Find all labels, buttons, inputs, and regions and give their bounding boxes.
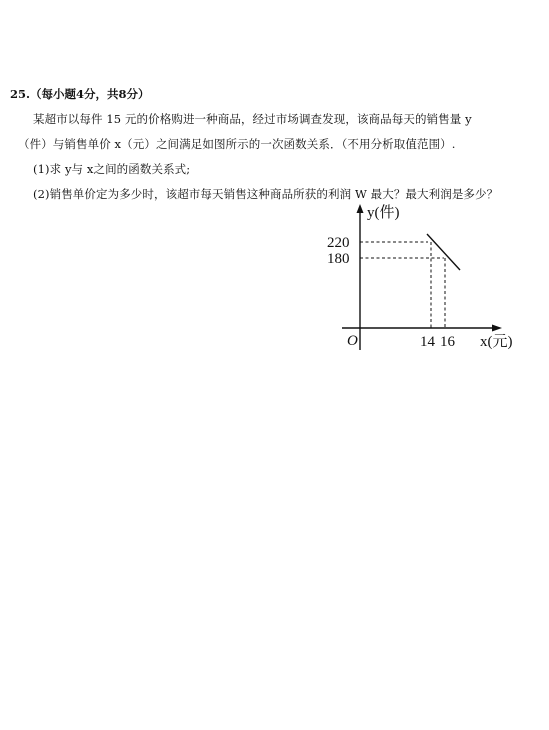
question-part-1: (1)求 y与 x之间的函数关系式; — [33, 162, 191, 176]
origin-label: O — [347, 333, 358, 349]
x-tick-label-16: 16 — [440, 334, 455, 350]
y-axis-arrow — [357, 204, 364, 213]
question-text-line-1: 某超市以每件 15 元的价格购进一种商品，经过市场调查发现，该商品每天的销售量 y — [33, 112, 472, 126]
x-axis-arrow — [492, 325, 502, 332]
x-tick-label-14: 14 — [420, 334, 435, 350]
function-graph — [320, 200, 530, 360]
x-axis-label: x(元) — [480, 334, 513, 350]
y-axis-label: y(件) — [367, 205, 400, 221]
y-tick-label-180: 180 — [327, 251, 350, 267]
question-part-2: (2)销售单价定为多少时，该超市每天销售这种商品所获的利润 W 最大？最大利润是多少？ — [33, 187, 499, 201]
y-tick-label-220: 220 — [327, 235, 350, 251]
question-text-line-2: （件）与销售单价 x（元）之间满足如图所示的一次函数关系．（不用分析取值范围）. — [18, 137, 456, 151]
function-line — [427, 234, 460, 270]
question-header: 25.（每小题4分，共8分） — [10, 87, 150, 101]
